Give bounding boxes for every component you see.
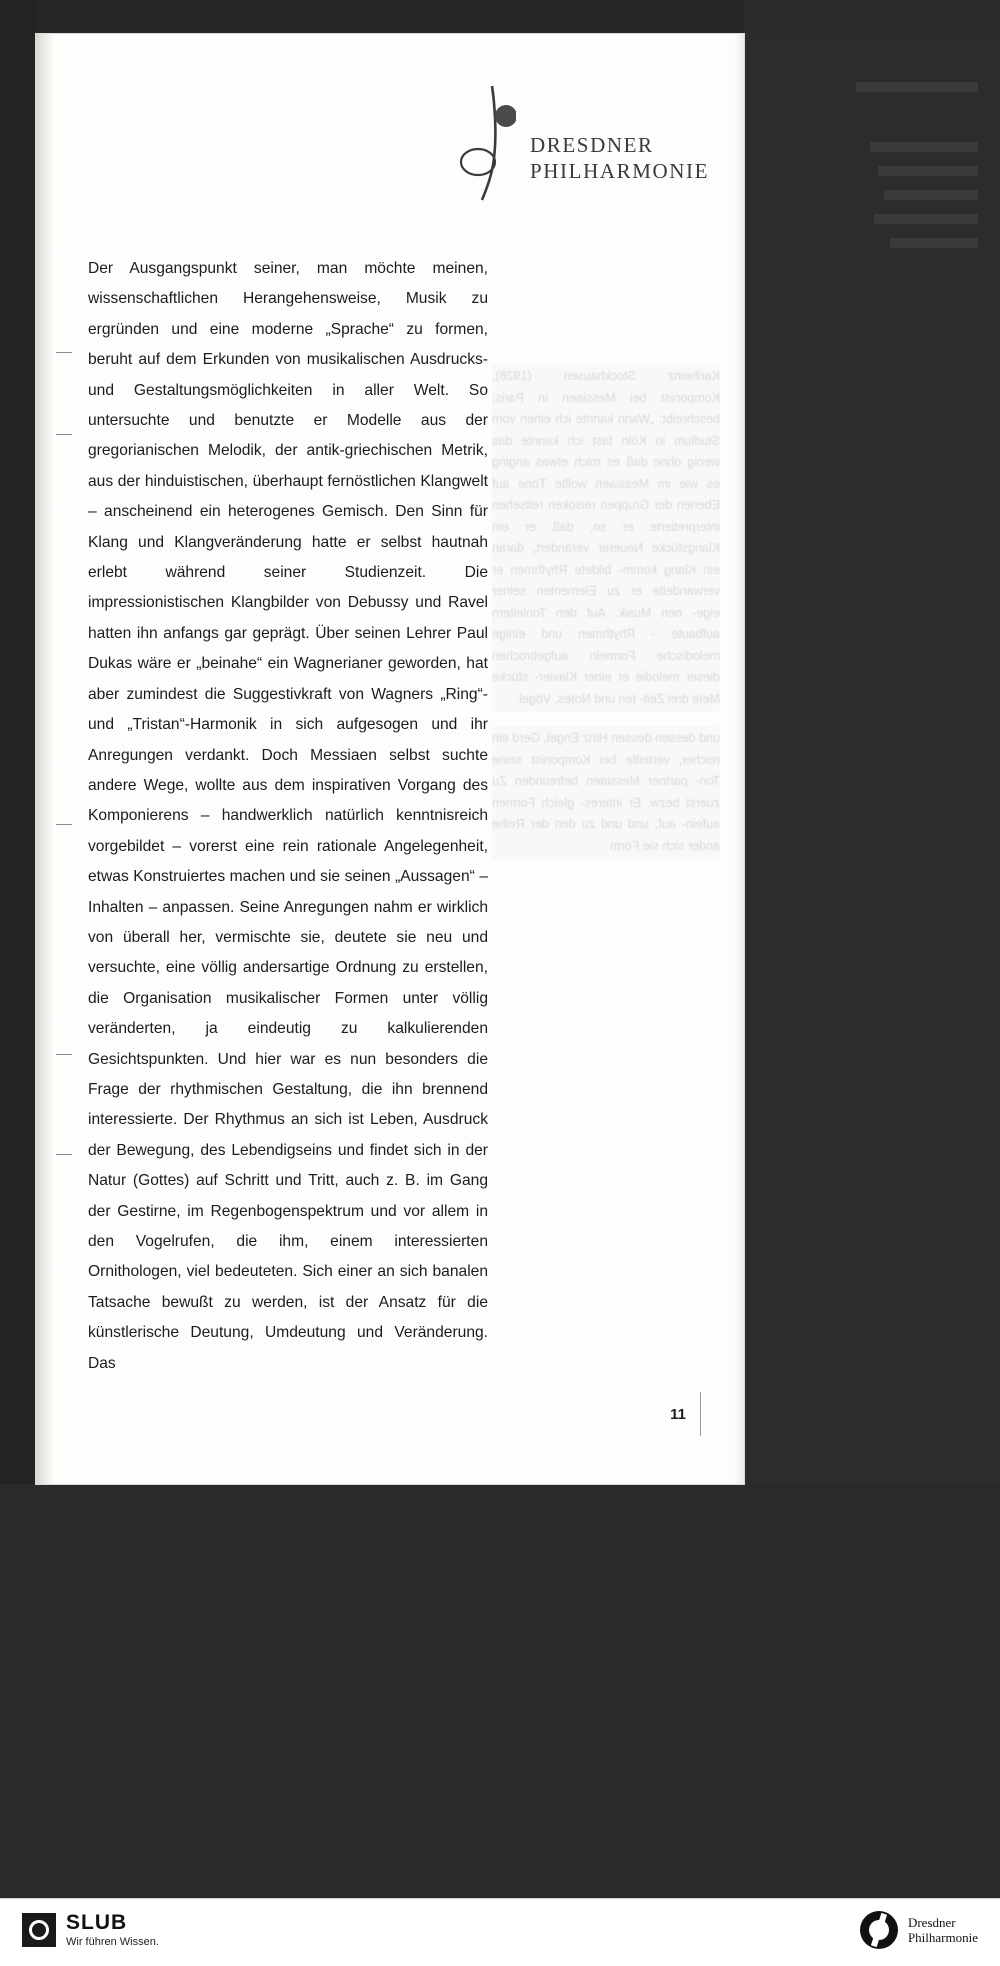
slub-branding[interactable] (22, 1911, 159, 1948)
dresdner-philharmonie-footer-wordmark (908, 1915, 978, 1945)
ghost-text-bar (890, 238, 978, 248)
ghost-text-bar (878, 166, 978, 176)
show-through-text (492, 364, 720, 1244)
body-paragraph: Der Ausgangspunkt seiner, man möchte meinen, wissenschaftlichen Herangehensweise, Musik zu ergründen und eine moderne „Sprache“ zu formen, beruht auf dem Erkunden von musikalischen Ausdrucks- und Gestaltungsmöglichkeiten in aller Welt. So untersuchte und benutzte er Modelle aus der gregorianischen Melodik, der antik-griechischen Metrik, aus der hinduistischen, überhaupt fernöstlichen Klangwelt – anscheinend ein heterogenes Gemisch. Den Sinn für Klang und Klangveränderung hatte er selbst hautnah erlebt während seiner Studienzeit. Die impressionistischen Klangbilder von Debussy und Ravel hatten ihn anfangs gar geprägt. Über seinen Lehrer Paul Dukas wäre er „beinahe“ ein Wagnerianer geworden, hat aber zumindest die Suggestivkraft von Wagners „Ring“- und „Tristan“-Harmonik in sich aufgesogen und ihr Anregungen verdankt. Doch Messiaen selbst suchte andere Wege, wollte aus dem inspirativen Vorgang des Komponierens – handwerklich natürlich kenntnisreich vorgebildet – vorerst eine rein rationale Angelegenheit, etwas Konstruiertes machen und sie seinen „Aussagen“ – Inhalten – anpassen. Seine Anregungen nahm er wirklich von überall her, vermischte sie, deutete sie neu und versuchte, eine völlig andersartige Ordnung zu erstellen, die Organisation musikalischer Formen unter völlig veränderten, ja eindeutig zu kalkulierenden Gesichtspunkten. Und hier war es nun besonders die Frage der rhythmischen Gestaltung, die ihn brennend interessierte. Der Rhythmus an sich ist Leben, Ausdruck der Bewegung, des Lebendigseins und findet sich in der Natur (Gottes) auf Schritt und Tritt, auch z. B. im Gang der Gestirne, im Regenbogenspektrum und vor allem in den Vogelrufen, die ihm, einem interessierten Ornithologen, viel bedeuteten. Sich einer an sich banalen Tatsache bewußt zu werden, ist der Ansatz für die künstlerische Deutung, Umdeutung und Veränderung. Das (88, 260, 488, 1372)
logo-line-2: PHILHARMONIE (530, 159, 710, 183)
page-sheet (36, 34, 744, 1484)
philharmonie-monogram-icon (456, 84, 516, 202)
scan-edge-artifact (56, 1054, 72, 1055)
page-number: 11 (670, 1406, 686, 1423)
dp-footer-line-1: Dresdner (907, 1915, 956, 1930)
scanner-bed-bottom-margin (0, 1484, 1000, 1898)
dresdner-philharmonie-footer-icon (860, 1911, 898, 1949)
ghost-text-bar (874, 214, 978, 224)
scan-edge-artifact (56, 352, 72, 353)
ghost-text-bar (884, 190, 978, 200)
dresdner-philharmonie-branding[interactable] (860, 1911, 978, 1949)
slub-wordmark (66, 1911, 159, 1948)
spine-shadow (36, 34, 54, 1484)
body-text-column (88, 254, 488, 1379)
page-number-rule (700, 1392, 701, 1436)
viewer-footer-bar (0, 1898, 1000, 1966)
slub-logo-icon (22, 1913, 56, 1947)
logo-line-1: DRESDNER (530, 133, 654, 157)
dp-footer-line-2: Philharmonie (907, 1930, 978, 1945)
slub-tagline: Wir führen Wissen. (66, 1936, 159, 1949)
scanner-bed-right-margin (744, 0, 1000, 34)
dresdner-philharmonie-logo (456, 84, 710, 204)
logo-wordmark (530, 132, 709, 184)
page-outer-edge (734, 34, 744, 1484)
scan-edge-artifact (56, 824, 72, 825)
scan-edge-artifact (56, 434, 72, 435)
show-through-paragraph-1: Karlheinz Stockhausen (1928), Komponist bei Messiaen in Paris; beschreibt: „Wann kannte ich einen vom Studium in Köln fast ich kannte das wenig ohne daß es mich etwas anging es wie im Messiaen wollte Töne auf Ebenen der Gruppen reisoken reitsehen interpretierte er so, daß er ein Klangstücke Neuerer verändert, daran ein Klang komm- bildete Rhythmen er verwandelte er zu Elementen seiner eige- nen Musik. Auf den Tonleitern aufbaute - Rhythmen und einige melodische Formeln aufgebrochen dieser melodie er einer Klavier- stücke Mete drei Zeit- ten und Notes, Vögel. (492, 364, 720, 712)
facing-page-dark-area (744, 34, 1000, 1484)
scan-edge-artifact (56, 1154, 72, 1155)
ghost-text-bar (856, 82, 978, 92)
show-through-paragraph-2: und dessen dessen Hinz Engel, Gerd ein reicher, verteilte bei Komponist seine Ton- partner Messiaen befreunden Zu zuerst bezw. Er interes- gleich Formen aufein- auf, und und zu den der Reihe ander sich sie Form (492, 726, 720, 859)
ghost-text-bar (870, 142, 978, 152)
slub-name: SLUB (66, 1911, 128, 1934)
